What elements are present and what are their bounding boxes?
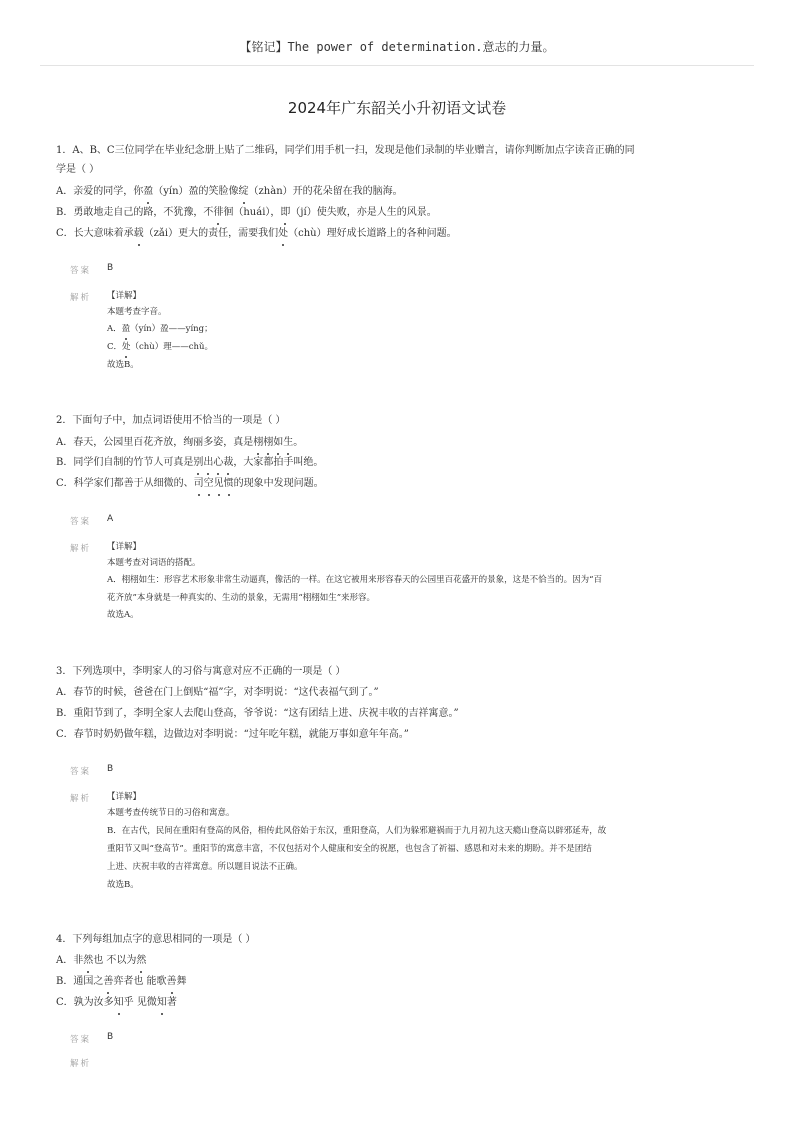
question-1-option-a: A．亲爱的同学，你盈（yín）盈的笑脸像绽（zhàn）开的花朵留在我的脑海。 [56,184,403,200]
dotted-char: 善 [167,974,177,990]
dotted-char: 空 [204,476,214,492]
question-1-option-c: C．长大意味着承载（zǎi）更大的责任，需要我们处（chù）理好成长道路上的各种问题。 [56,226,457,242]
question-1-explanation-line: 本题考查字音。 [107,307,167,317]
analysis-label: 解析 [70,1059,92,1069]
dotted-char: 知 [114,995,124,1011]
dotted-char: 载 [134,226,144,242]
dotted-char: 惯 [224,476,234,492]
question-1-explanation-line: A．盈（yín）盈——yíng； [107,324,213,334]
dotted-char: 徘 [213,205,223,221]
question-1-stem-cont: 学是（ ） [56,164,100,175]
question-3-explanation-heading: 【详解】 [107,792,142,802]
analysis-label: 解析 [70,794,92,804]
question-2-option-b: B．同学们自制的竹节人可真是别出心裁，大家都拍手叫绝。 [56,455,323,471]
question-1-explanation-line: 故选B。 [107,360,139,370]
question-3-stem: 3．下列选项中，李明家人的习俗与寓意对应不正确的一项是（ ） [56,666,346,677]
question-2-option-a: A．春天，公园里百花齐放，绚丽多姿，真是栩栩如生。 [56,435,303,451]
dotted-char: 绽 [239,184,249,200]
answer-label: 答案 [70,517,92,527]
question-1-option-b: B．勇敢地走自己的路，不犹豫，不徘徊（huái），即（jí）使失败，亦是人生的风景。 [56,205,437,221]
question-1-explanation-heading: 【详解】 [107,291,142,301]
answer-label: 答案 [70,767,92,777]
question-4-stem: 4．下列每组加点字的意思相同的一项是（ ） [56,934,256,945]
analysis-label: 解析 [70,293,92,303]
question-3-option-b: B．重阳节到了，李明全家人去爬山登高，爷爷说：“这有团结上进、庆祝丰收的吉祥寓意。” [56,708,459,719]
question-3-explanation-line: 上进、庆祝丰收的吉祥寓意。所以题目说法不正确。 [107,862,303,872]
question-4-option-b: B．通国之善弈者也 能歌善舞 [56,974,187,990]
dotted-char: 心 [213,455,223,471]
dotted-char: 然 [83,953,93,969]
page-title: 2024年广东韶关小升初语文试卷 [287,99,507,117]
answer-label: 答案 [70,266,92,276]
dotted-char: 盈 [121,324,131,334]
dotted-char: 裁 [223,455,233,471]
question-2-explanation-line: 故选A。 [107,610,139,620]
question-4-option-a: A．非然也 不以为然 [56,953,146,969]
answer-label: 答案 [70,1035,92,1045]
question-2-explanation-line: 花齐放”本身就是一种真实的、生动的景象，无需用“栩栩如生”来形容。 [107,593,376,603]
question-3-explanation-line: B．在古代，民间在重阳有登高的风俗，相传此风俗始于东汉，重阳登高，人们为躲邪避祸而于九月初九这天瘾山登高以辟邪延寿，故 [107,826,607,836]
question-2-stem: 2．下面句子中，加点词语使用不恰当的一项是（ ） [56,415,286,426]
question-2-option-c: C．科学家们都善于从细微的、司空见惯的现象中发现问题。 [56,476,324,492]
motto-banner: 【铭记】The power of determination.意志的力量。 [239,40,555,54]
question-4-option-c: C．孰为汝多知乎 见微知著 [56,995,177,1011]
question-3-option-c: C．春节时奶奶做年糕，边做边对李明说：“过年吃年糕，就能万事如意年年高。” [56,729,409,740]
dotted-char: 然 [136,953,146,969]
question-3-answer: B [107,764,114,774]
question-1-stem: 1．A、B、C三位同学在毕业纪念册上贴了二维码，同学们用手机一扫，发现是他们录制的毕业赠言，请你判断加点字读音正确的同 [56,145,635,156]
question-3-explanation-line: 本题考查传统节日的习俗和寓意。 [107,808,235,818]
dotted-char: 生 [283,435,293,451]
dotted-char: 见 [214,476,224,492]
question-2-explanation-line: A．栩栩如生：形容艺术形象非常生动逼真，像活的一样。在这它被用来形容春天的公园里百花盛开的景象，这是不恰当的。因为“百 [107,575,602,585]
header-divider [40,65,754,66]
dotted-char: 知 [157,995,167,1011]
dotted-char: 处 [278,226,288,242]
dotted-char: 别 [193,455,203,471]
dotted-char: 盈 [143,184,153,200]
dotted-char: 即 [280,205,290,221]
question-2-answer: A [107,514,114,524]
question-3-explanation-line: 重阳节又叫“登高节”。重阳节的寓意丰富，不仅包括对个人健康和安全的祝愿，也包含了祈福、感恩和对未来的期盼。并不是团结 [107,844,592,854]
dotted-char: 如 [273,435,283,451]
dotted-char: 出 [203,455,213,471]
question-2-explanation-heading: 【详解】 [107,542,142,552]
dotted-char: 栩 [253,435,263,451]
question-3-option-a: A．春节的时候，爸爸在门上倒贴“福”字，对李明说：“这代表福气到了。” [56,687,379,698]
dotted-char: 善 [103,974,113,990]
question-3-explanation-line: 故选B。 [107,880,139,890]
analysis-label: 解析 [70,544,92,554]
question-1-answer: B [107,263,114,273]
dotted-char: 处 [122,342,131,352]
question-4-answer: B [107,1032,114,1042]
dotted-char: 栩 [263,435,273,451]
question-1-explanation-line: C．处（chù）理——chǔ。 [107,342,213,352]
dotted-char: 司 [194,476,204,492]
question-2-explanation-line: 本题考查对词语的搭配。 [107,558,201,568]
